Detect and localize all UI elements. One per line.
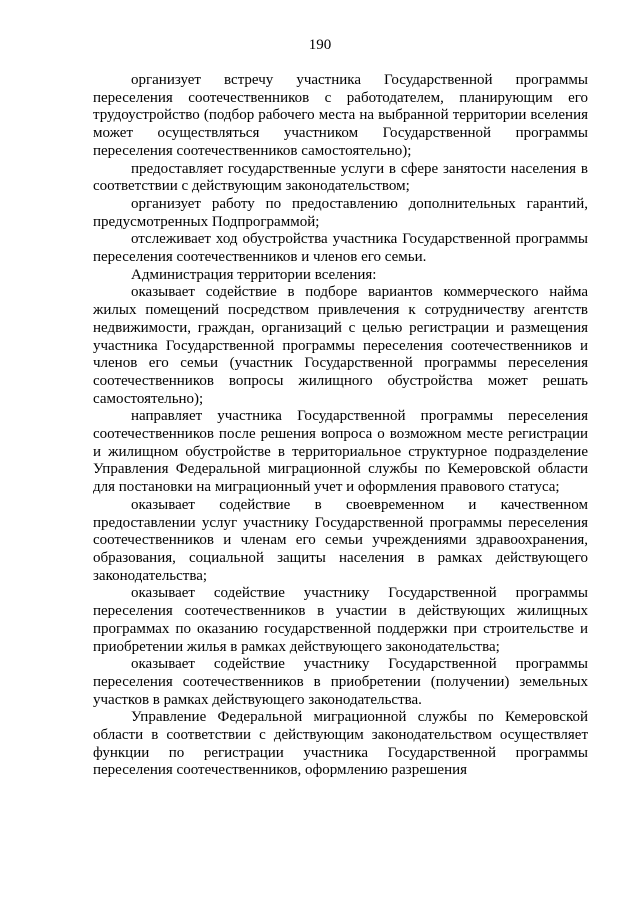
paragraph: Управление Федеральной миграционной службы по Кемеровской области в соответствии с действующим законодательством осуществляет функции по регистрации участника Государственной программы переселения соотечественников, оформлению разрешения: [93, 709, 588, 779]
paragraph: направляет участника Государственной программы переселения соотечественников после решения вопроса о возможном месте регистрации и жилищном обустройстве в территориальное структурное подразделение Управления Федеральной миграционной службы по Кемеровской области для постановки на миграционный учет и оформления правового статуса;: [93, 408, 588, 496]
paragraph: отслеживает ход обустройства участника Государственной программы переселения соотечественников и членов его семьи.: [93, 231, 588, 266]
paragraph: оказывает содействие участнику Государственной программы переселения соотечественников в участии в действующих жилищных программах по оказанию государственной поддержки при строительстве и приобретении жилья в рамках действующего законодательства;: [93, 585, 588, 655]
section-heading: Администрация территории вселения:: [131, 266, 377, 283]
paragraph: оказывает содействие в подборе вариантов коммерческого найма жилых помещений посредством привлечения к сотрудничеству агентств недвижимости, граждан, организаций с целью регистрации и размещения участника Государственной программы переселения соотечественников и членов его семьи (участник Государственной программы переселения соотечественников вопросы жилищного обустройства может решать самостоятельно);: [93, 284, 588, 407]
paragraph: организует работу по предоставлению дополнительных гарантий, предусмотренных Подпрограммой;: [93, 195, 588, 230]
page-number: 190: [308, 37, 332, 53]
paragraph: организует встречу участника Государственной программы переселения соотечественников с работодателем, планирующим его трудоустройство (подбор рабочего места на выбранной территории вселения может осуществляться участником Государственной программы переселения соотечественников самостоятельно);: [93, 72, 588, 159]
paragraph: оказывает содействие участнику Государственной программы переселения соотечественников в приобретении (получении) земельных участков в рамках действующего законодательства.: [93, 656, 588, 708]
document-body: [93, 72, 588, 780]
paragraph: оказывает содействие в своевременном и качественном предоставлении услуг участнику Государственной программы переселения соотечественников и членам его семьи учреждениями здравоохранения, образования, социальной защиты населения в рамках действующего законодательства;: [93, 496, 588, 584]
paragraph: предоставляет государственные услуги в сфере занятости населения в соответствии с действующим законодательством;: [93, 160, 588, 195]
